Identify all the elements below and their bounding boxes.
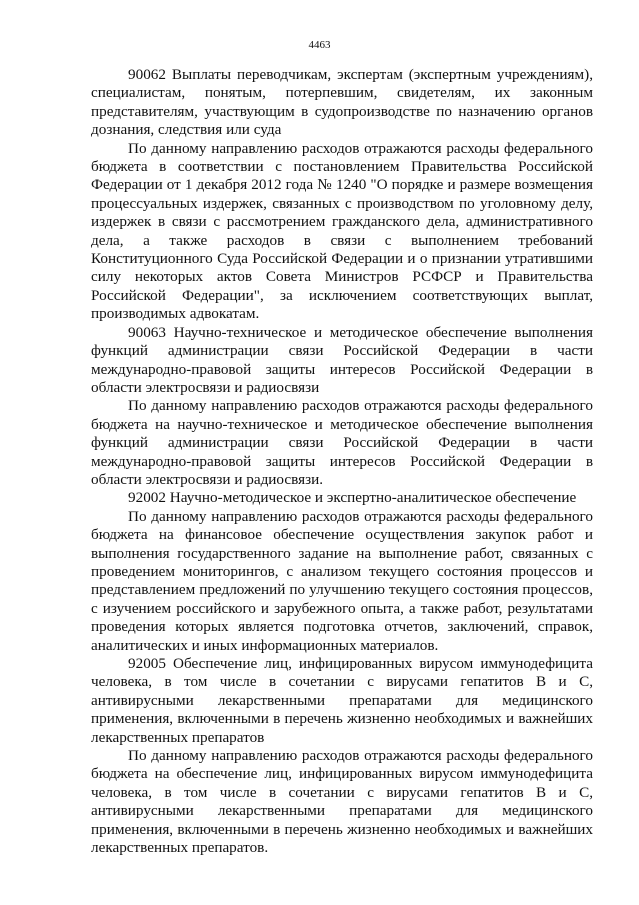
document-body (91, 66, 593, 857)
paragraph-92002-heading: 92002 Научно-методическое и экспертно-аналитическое обеспечение (128, 489, 577, 507)
paragraph-92005-heading: 92005 Обеспечение лиц, инфицированных вирусом иммунодефицита человека, в том числе в сочетании с вирусами гепатитов B и C, антивирусными лекарственными препаратами для медицинского применения, включенными в перечень жизненно необходимых и важнейших лекарственных препаратов (91, 655, 593, 746)
paragraph-92005-description: По данному направлению расходов отражаются расходы федерального бюджета на обеспечение лиц, инфицированных вирусом иммунодефицита человека, в том числе в сочетании с вирусами гепатитов B и C, антивирусными лекарственными препаратами для медицинского применения, включенными в перечень жизненно необходимых и важнейших лекарственных препаратов. (91, 747, 593, 857)
paragraph-90063-heading: 90063 Научно-техническое и методическое обеспечение выполнения функций администрации связи Российской Федерации в части международно-правовой защиты интересов Российской Федерации в области электросвязи и радиосвязи (91, 323, 593, 396)
paragraph-92002-description: По данному направлению расходов отражаются расходы федерального бюджета на финансовое обеспечение осуществления закупок работ и выполнения государственного задание на выполнение работ, связанных с проведением мониторингов, с анализом текущего состояния процессов и представлением предложений по улучшению текущего состояния процессов, с изучением российского и зарубежного опыта, а также работ, результатами проведения которых является подготовка отчетов, заключений, справок, аналитических и иных информационных материалов. (91, 507, 593, 654)
paragraph-90062-description: По данному направлению расходов отражаются расходы федерального бюджета в соответствии с постановлением Правительства Российской Федерации от 1 декабря 2012 года № 1240 "О порядке и размере возмещения процессуальных издержек, связанных с производством по уголовному делу, издержек в связи с рассмотрением гражданского дела, административного дела, а также расходов в связи с выполнением требований Конституционного Суда Российской Федерации и о признании утратившими силу некоторых актов Совета Министров РСФСР и Правительства Российской Федерации", за исключением соответствующих выплат, производимых адвокатам. (91, 139, 593, 323)
paragraph-90062-heading: 90062 Выплаты переводчикам, экспертам (экспертным учреждениям), специалистам, понятым, потерпевшим, свидетелям, их законным представителям, участвующим в судопроизводстве по назначению органов дознания, следствия или суда (91, 66, 593, 139)
page-number: 4463 (308, 39, 331, 51)
paragraph-90063-description: По данному направлению расходов отражаются расходы федерального бюджета на научно-техническое и методическое обеспечение выполнения функций администрации связи Российской Федерации в части международно-правовой защиты интересов Российской Федерации в области электросвязи и радиосвязи. (91, 397, 593, 488)
